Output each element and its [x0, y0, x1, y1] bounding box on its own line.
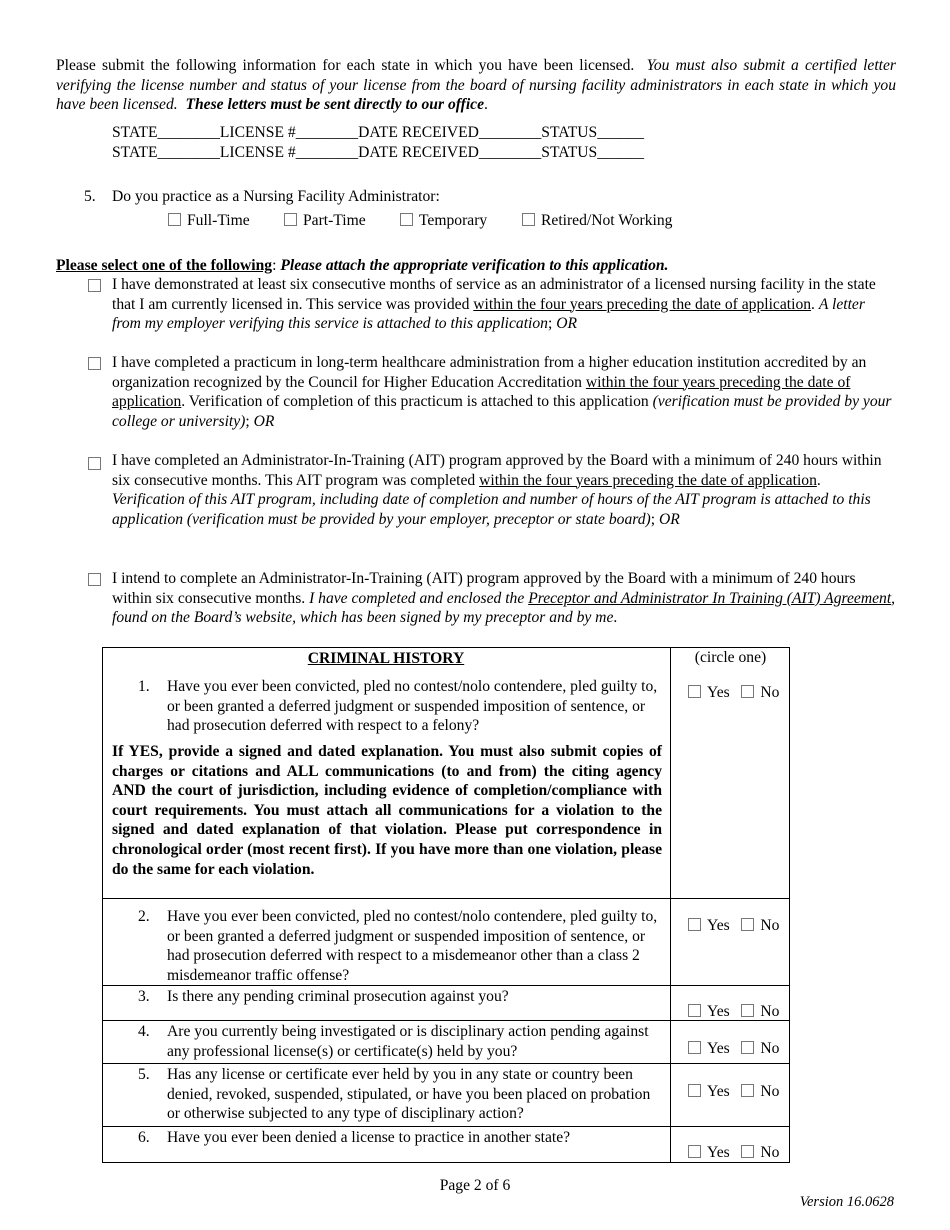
criminal-q2-answer[interactable]: [688, 916, 779, 936]
intro-text: Please submit the following information for each state in which you have been licensed.: [56, 57, 635, 74]
checkbox-icon[interactable]: [88, 279, 101, 292]
no-label: No: [760, 684, 780, 701]
yes-label: Yes: [707, 1144, 730, 1161]
table-column-divider: [670, 647, 671, 1163]
criminal-q5-answer[interactable]: [688, 1082, 779, 1102]
checkbox-icon[interactable]: [688, 1004, 701, 1017]
criminal-q2-text: Have you ever been convicted, pled no contest/nolo contendere, pled guilty to, or been granted a deferred judgment or suspended imposition of sentence, or had prosecution deferred with respect to a misdemeanor other than a class 2 misdemeanor traffic offense?: [167, 908, 658, 984]
checkbox-icon[interactable]: [688, 1084, 701, 1097]
criminal-q3-answer[interactable]: [688, 1002, 779, 1022]
opt-text: ;: [547, 315, 557, 333]
opt-text: .: [811, 295, 819, 313]
checkbox-icon[interactable]: [741, 1004, 754, 1017]
no-label: No: [760, 1040, 780, 1057]
eligibility-option-1[interactable]: [88, 275, 896, 335]
opt-or: OR: [658, 510, 680, 528]
opt-or: OR: [253, 412, 275, 430]
intro-bold-text: These letters must be sent directly to our office: [185, 96, 485, 114]
select-heading-instruction: Please attach the appropriate verification to this application.: [280, 257, 669, 274]
checkbox-icon[interactable]: [88, 357, 101, 370]
intro-italic-text: You must also submit a certified letter verifying the license number and status of your license from the board of nursing facility administrators in each state in which you have been licensed.: [56, 57, 897, 114]
checkbox-icon[interactable]: [88, 573, 101, 586]
yes-label: Yes: [707, 1083, 730, 1100]
opt-underline: within the four years preceding the date of application: [473, 295, 812, 313]
checkbox-icon[interactable]: [88, 457, 101, 470]
opt-or: OR: [556, 315, 577, 333]
option-label: Part-Time: [303, 212, 366, 229]
criminal-q5-number: 5.: [138, 1066, 150, 1083]
table-row-divider: [102, 1126, 790, 1127]
eligibility-option-4-text: [112, 569, 896, 628]
opt-text: I have completed an Administrator-In-Training (AIT) program approved by the Board with a minimum of 240 hours within six consecutive months. This AIT program was completed: [112, 452, 882, 489]
opt-text: .: [816, 471, 821, 489]
table-row-divider: [102, 898, 790, 899]
opt-italic: (verification must be provided by your college or university): [112, 393, 892, 430]
eligibility-option-1-text: [112, 275, 896, 334]
criminal-q1-text: Have you ever been convicted, pled no contest/nolo contendere, pled guilty to, or been granted a deferred judgment or suspended imposition of sentence, or had prosecution deferred with respect to a felony?: [167, 678, 658, 735]
option-label: Temporary: [419, 212, 488, 229]
checkbox-icon[interactable]: [688, 1145, 701, 1158]
intro-paragraph: [56, 56, 896, 115]
license-row-2[interactable]: STATE________LICENSE #________DATE RECEIVED________STATUS______: [112, 144, 645, 161]
checkbox-icon[interactable]: [688, 1041, 701, 1054]
yes-label: Yes: [707, 684, 730, 701]
opt-text: . Verification of completion of this practicum is attached to this application: [181, 393, 653, 411]
opt-text: ;: [650, 510, 659, 528]
intro-period: .: [484, 96, 488, 114]
criminal-q4-answer[interactable]: [688, 1039, 779, 1059]
criminal-q1-answer[interactable]: [688, 683, 779, 703]
checkbox-icon[interactable]: [741, 918, 754, 931]
option-label: Full-Time: [187, 212, 250, 229]
if-yes-explanation: If YES, provide a signed and dated explanation. You must also submit copies of charges or citations and ALL communications (to and from) the citing agency AND the court of jurisdiction, including evidence of completion/compliance with court requirements. You must attach all communications for a violation to the signed and dated explanation of that violation. Please put correspondence in chronological order (most recent first). If you have more than one violation, please do the same for each violation.: [112, 743, 662, 878]
heading-text: CRIMINAL HISTORY: [307, 650, 465, 667]
option-retired[interactable]: [522, 211, 672, 231]
opt-text: .: [613, 609, 618, 627]
select-heading-underlined: Please select one of the following: [56, 257, 273, 274]
question-5-number: 5.: [84, 188, 96, 205]
opt-italic: A letter from my employer verifying this service is attached to this application: [112, 295, 865, 333]
criminal-history-heading: [102, 649, 670, 669]
table-row-divider: [102, 1020, 790, 1021]
criminal-q6-text: Have you ever been denied a license to practice in another state?: [167, 1129, 571, 1146]
opt-italic: , found on the Board’s website, which has been signed by my preceptor and by me: [112, 589, 896, 627]
no-label: No: [760, 917, 780, 934]
option-full-time[interactable]: [168, 211, 250, 231]
checkbox-icon[interactable]: [741, 1084, 754, 1097]
opt-text: I have completed a practicum in long-term healthcare administration from a higher education institution accredited by an organization recognized by the Council for Higher Education Accreditation: [112, 354, 867, 391]
criminal-q6-answer[interactable]: [688, 1143, 779, 1163]
checkbox-icon[interactable]: [522, 213, 535, 226]
opt-italic: I have completed and enclosed the: [309, 589, 529, 607]
opt-italic: Verification of this AIT program, including date of completion and number of hours of the AIT program is attached to this application (verification must be provided by your employer, preceptor or state board): [112, 491, 871, 528]
eligibility-option-3[interactable]: [88, 451, 896, 551]
opt-text: I have demonstrated at least six consecutive months of service as an administrator of a licensed nursing facility in the state that I am currently licensed in. This service was provided: [112, 276, 876, 313]
criminal-q5-text: Has any license or certificate ever held by you in any state or country been denied, revoked, suspended, stipulated, or have you been placed on probation or otherwise subjected to any type of disciplinary action?: [167, 1066, 651, 1123]
no-label: No: [760, 1083, 780, 1100]
criminal-q4-text: Are you currently being investigated or is disciplinary action pending against any professional license(s) or certificate(s) held by you?: [167, 1023, 649, 1060]
select-heading-colon: :: [272, 257, 277, 274]
opt-text: ;: [245, 412, 254, 430]
criminal-q6-number: 6.: [138, 1129, 150, 1146]
checkbox-icon[interactable]: [688, 685, 701, 698]
circle-one-label: (circle one): [694, 649, 767, 666]
table-row-divider: [102, 1063, 790, 1064]
checkbox-icon[interactable]: [400, 213, 413, 226]
criminal-q1-number: 1.: [138, 678, 150, 695]
checkbox-icon[interactable]: [741, 685, 754, 698]
question-5-text: Do you practice as a Nursing Facility Administrator:: [112, 188, 440, 205]
select-heading: [56, 256, 668, 276]
opt-underline: within the four years preceding the date of application: [112, 373, 851, 411]
option-part-time[interactable]: [284, 211, 366, 231]
page-number: Page 2 of 6: [439, 1177, 511, 1194]
eligibility-option-2[interactable]: [88, 353, 896, 433]
yes-label: Yes: [707, 917, 730, 934]
no-label: No: [760, 1144, 780, 1161]
criminal-q2-number: 2.: [138, 908, 150, 925]
opt-underline: Preceptor and Administrator In Training (AIT) Agreement: [528, 589, 892, 607]
checkbox-icon[interactable]: [284, 213, 297, 226]
opt-underline: within the four years preceding the date of application: [479, 471, 817, 489]
version-label: Version 16.0628: [799, 1194, 894, 1210]
option-label: Retired/Not Working: [541, 212, 673, 229]
criminal-q3-text: Is there any pending criminal prosecution against you?: [167, 988, 509, 1005]
checkbox-icon[interactable]: [168, 213, 181, 226]
no-label: No: [760, 1003, 780, 1020]
option-temporary[interactable]: [400, 211, 487, 231]
criminal-q4-number: 4.: [138, 1023, 150, 1040]
eligibility-option-2-text: [112, 353, 896, 431]
checkbox-icon[interactable]: [688, 918, 701, 931]
eligibility-option-3-text: [112, 451, 896, 529]
yes-label: Yes: [707, 1003, 730, 1020]
yes-label: Yes: [707, 1040, 730, 1057]
criminal-q3-number: 3.: [138, 988, 150, 1005]
opt-text: I intend to complete an Administrator-In-Training (AIT) program approved by the Board with a minimum of 240 hours within six consecutive months.: [112, 570, 856, 607]
license-row-1[interactable]: STATE________LICENSE #________DATE RECEIVED________STATUS______: [112, 124, 645, 141]
checkbox-icon[interactable]: [741, 1145, 754, 1158]
eligibility-option-4[interactable]: [88, 569, 896, 629]
checkbox-icon[interactable]: [741, 1041, 754, 1054]
